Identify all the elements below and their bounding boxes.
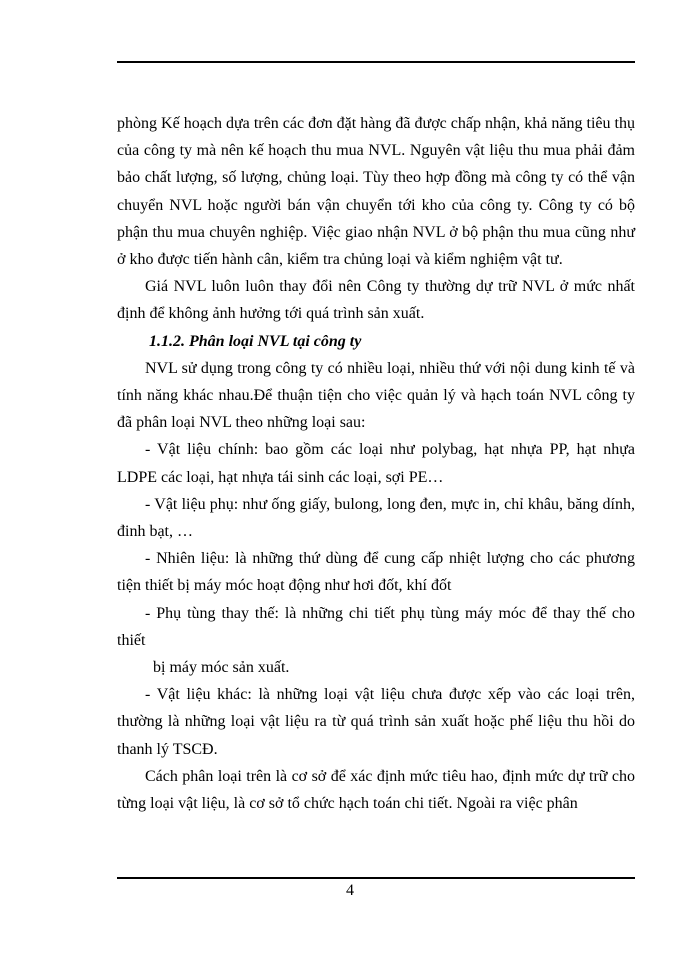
footer-rule [117, 877, 635, 879]
list-item-spare-parts-continued: bị máy móc sản xuất. [153, 659, 290, 677]
paragraph-classification-intro: NVL sử dụng trong công ty có nhiều loại, nhiều thứ với nội dung kinh tế và tính năng khác nhau.Để thuận tiện cho việc quản lý và hạch toán NVL công ty đã phân loại NVL theo những loại sau: [117, 359, 635, 432]
list-item-fuel: - Nhiên liệu: là những thứ dùng để cung cấp nhiệt lượng cho các phương tiện thiết bị máy móc hoạt động như hơi đốt, khí đốt [117, 550, 635, 595]
list-item-other-materials: - Vật liệu khác: là những loại vật liệu chưa được xếp vào các loại trên, thường là những loại vật liệu ra từ quá trình sản xuất hoặc phế liệu thu hồi do thanh lý TSCĐ. [117, 686, 635, 758]
list-item-auxiliary-materials: - Vật liệu phụ: như ống giấy, bulong, long đen, mực in, chỉ khâu, băng dính, đinh bạt, … [117, 495, 635, 541]
paragraph-price-reserve: Giá NVL luôn luôn thay đổi nên Công ty thường dự trữ NVL ở mức nhất định để không ảnh hưởng tới quá trình sản xuất. [117, 278, 635, 323]
paragraph-classification-basis: Cách phân loại trên là cơ sở để xác định mức tiêu hao, định mức dự trữ cho từng loại vật liệu, là cơ sở tổ chức hạch toán chi tiết. Ngoài ra việc phân [117, 767, 635, 813]
page-number: 4 [346, 882, 354, 899]
paragraph-purchasing: phòng Kế hoạch dựa trên các đơn đặt hàng đã được chấp nhận, khả năng tiêu thụ của công ty mà nên kế hoạch thu mua NVL. Nguyên vật liệu thu mua phải đảm bảo chất lượng, số lượng, chủng loại. Tùy theo hợp đồng mà công ty có thể vận chuyển NVL hoặc người bán vận chuyển tới kho của công ty. Công ty có bộ phận thu mua chuyên nghiệp. Việc giao nhận NVL ở bộ phận thu mua cũng như ở kho được tiến hành cân, kiểm tra chủng loại và kiểm nghiệm vật tư. [117, 115, 635, 269]
document-body [117, 110, 635, 817]
list-item-main-materials: - Vật liệu chính: bao gồm các loại như polybag, hạt nhựa PP, hạt nhựa LDPE các loại, hạt nhựa tái sinh các loại, sợi PE… [117, 441, 635, 486]
header-rule [117, 61, 635, 63]
list-item-spare-parts: - Phụ tùng thay thế: là những chi tiết phụ tùng máy móc để thay thế cho thiết [117, 604, 635, 649]
section-heading: 1.1.2. Phân loại NVL tại công ty [149, 332, 362, 350]
